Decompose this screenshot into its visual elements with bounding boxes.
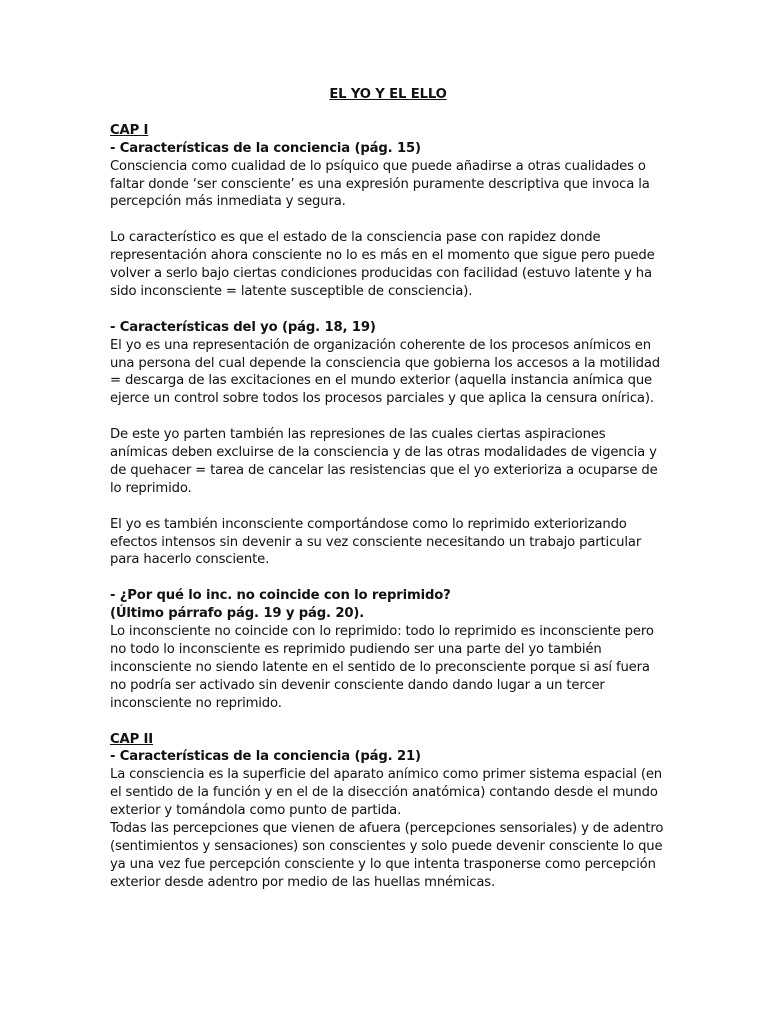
- spacer: [110, 408, 666, 426]
- paragraph: El yo es una representación de organización coherente de los procesos anímicos en una persona del cual depende la consciencia que gobierna los accesos a la motilidad = descarga de las excitaciones en el mundo exterior (aquella instancia anímica que ejerce un control sobre todos los procesos parciales y que aplica la censura onírica).: [110, 337, 661, 407]
- document-title: EL YO Y EL ELLO: [329, 87, 447, 102]
- section-heading-reprimido: - ¿Por qué lo inc. no coincide con lo reprimido?: [110, 588, 451, 604]
- spacer: [110, 211, 666, 229]
- paragraph: Lo característico es que el estado de la consciencia pase con rapidez donde representación ahora consciente no lo es más en el momento que sigue pero puede volver a serlo bajo ciertas condiciones producidas con facilidad (estuvo latente y ha sido inconsciente = latente susceptible de consciencia).: [110, 230, 655, 299]
- paragraph: La consciencia es la superficie del aparato anímico como primer sistema espacial (en el sentido de la función y en el de la disección anatómica) contando desde el mundo exterior y tomándola como punto de partida.: [110, 767, 663, 819]
- paragraph: Consciencia como cualidad de lo psíquico que puede añadirse a otras cualidades o faltar donde ‘ser consciente’ es una expresión puramente descriptiva que invoca la percepción más inmediata y segura.: [110, 158, 650, 210]
- chapter-2-label: CAP II: [110, 731, 154, 747]
- paragraph: De este yo parten también las represiones de las cuales ciertas aspiraciones anímicas deben excluirse de la consciencia y de las otras modalidades de vigencia y de quehacer = tarea de cancelar las resistencias que el yo exterioriza a ocuparse de lo reprimido.: [110, 427, 658, 496]
- spacer: [110, 498, 666, 516]
- spacer: [110, 713, 666, 731]
- spacer: [110, 569, 666, 587]
- chapter-1-label: CAP I: [110, 122, 149, 138]
- paragraph: Lo inconsciente no coincide con lo reprimido: todo lo reprimido es inconsciente pero no todo lo inconsciente es reprimido pudiendo ser una parte del yo también inconsciente no siendo latente en el sentido de lo preconsciente porque si así fuera no podría ser activado sin devenir consciente dando dando lugar a un tercer inconsciente no reprimido.: [110, 624, 654, 711]
- paragraph: Todas las percepciones que vienen de afuera (percepciones sensoriales) y de adentro (sentimientos y sensaciones) son conscientes y solo puede devenir consciente lo que ya una vez fue percepción consciente y lo que intenta trasponerse como percepción exterior desde adentro por medio de las huellas mnémicas.: [110, 821, 664, 890]
- paragraph: El yo es también inconsciente comportándose como lo reprimido exteriorizando efectos intensos sin devenir a su vez consciente necesitando un trabajo particular para hacerlo consciente.: [110, 516, 642, 568]
- spacer: [110, 301, 666, 319]
- chapter-2: [110, 731, 666, 892]
- document-page: [110, 86, 666, 892]
- section-heading-conciencia-2: - Características de la conciencia (pág. 21): [110, 749, 421, 765]
- section-heading-yo: - Características del yo (pág. 18, 19): [110, 319, 376, 335]
- section-subheading-reference: (Último párrafo pág. 19 y pág. 20).: [110, 606, 365, 622]
- chapter-1: [110, 122, 666, 731]
- section-heading-conciencia: - Características de la conciencia (pág. 15): [110, 140, 421, 156]
